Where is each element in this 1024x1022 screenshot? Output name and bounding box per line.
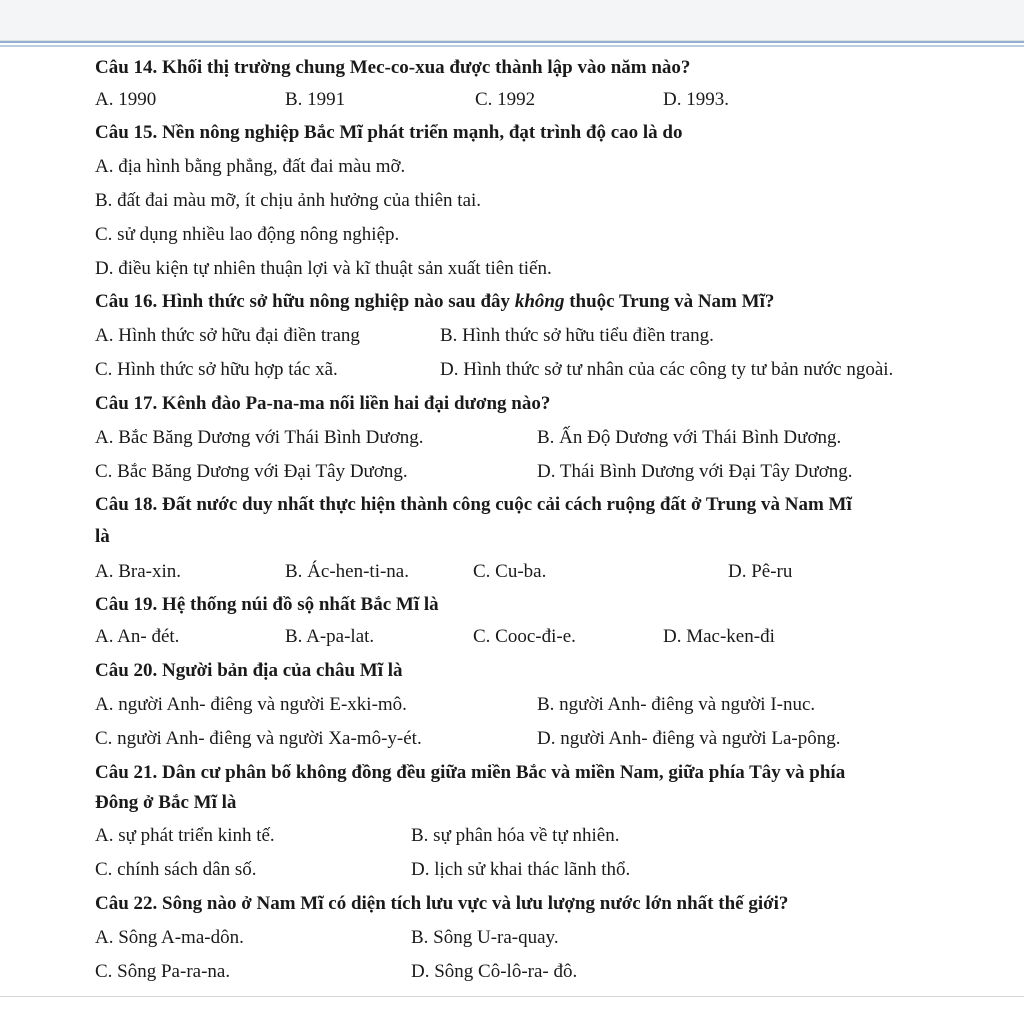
question-18-continued: là: [95, 526, 110, 547]
q21-option-a: A. sự phát triển kinh tế.: [95, 825, 275, 846]
q16-option-a: A. Hình thức sở hữu đại điền trang: [95, 325, 360, 346]
q15-option-c: C. sử dụng nhiều lao động nông nghiệp.: [95, 224, 400, 245]
q21-option-b: B. sự phân hóa về tự nhiên.: [411, 825, 620, 846]
q15-option-b: B. đất đai màu mỡ, ít chịu ảnh hưởng của thiên tai.: [95, 190, 482, 211]
question-22: Câu 22. Sông nào ở Nam Mĩ có diện tích lưu vực và lưu lượng nước lớn nhất thế giới?: [95, 893, 789, 914]
q16-text-before: Câu 16. Hình thức sở hữu nông nghiệp nào sau đây: [95, 291, 515, 312]
q14-option-a: A. 1990: [95, 89, 157, 110]
q22-option-b: B. Sông U-ra-quay.: [411, 927, 559, 948]
q16-option-b: B. Hình thức sở hữu tiểu điền trang.: [440, 325, 714, 346]
question-16: [95, 290, 774, 314]
q18-option-a: A. Bra-xin.: [95, 561, 182, 582]
q14-option-b: B. 1991: [285, 89, 346, 110]
q18-option-d: D. Pê-ru: [728, 561, 793, 582]
q19-option-b: B. A-pa-lat.: [285, 626, 375, 647]
q16-emphasis: không: [514, 291, 565, 312]
question-14: Câu 14. Khối thị trường chung Mec-co-xua được thành lập vào năm nào?: [95, 57, 691, 78]
q14-option-d: D. 1993.: [663, 89, 729, 110]
q15-option-d: D. điều kiện tự nhiên thuận lợi và kĩ thuật sản xuất tiên tiến.: [95, 258, 552, 279]
question-21: Câu 21. Dân cư phân bố không đồng đều giữa miền Bắc và miền Nam, giữa phía Tây và phía: [95, 762, 846, 783]
q22-option-c: C. Sông Pa-ra-na.: [95, 961, 231, 982]
q21-option-c: C. chính sách dân số.: [95, 859, 257, 880]
q22-option-a: A. Sông A-ma-dôn.: [95, 927, 244, 948]
q20-option-a: A. người Anh- điêng và người E-xki-mô.: [95, 694, 407, 715]
q16-option-c: C. Hình thức sở hữu hợp tác xã.: [95, 359, 338, 380]
q21-option-d: D. lịch sử khai thác lãnh thổ.: [411, 859, 631, 880]
question-20: Câu 20. Người bản địa của châu Mĩ là: [95, 660, 403, 681]
question-17: Câu 17. Kênh đào Pa-na-ma nối liền hai đại dương nào?: [95, 393, 551, 414]
q20-option-b: B. người Anh- điêng và người I-nuc.: [537, 694, 816, 715]
q22-option-d: D. Sông Cô-lô-ra- đô.: [411, 961, 578, 982]
q20-option-d: D. người Anh- điêng và người La-pông.: [537, 728, 841, 749]
q19-option-d: D. Mac-ken-đi: [663, 626, 775, 647]
q16-text-after: thuộc Trung và Nam Mĩ?: [564, 291, 775, 312]
q17-option-d: D. Thái Bình Dương với Đại Tây Dương.: [537, 461, 853, 482]
q17-option-b: B. Ấn Độ Dương với Thái Bình Dương.: [537, 427, 842, 448]
q15-option-a: A. địa hình bằng phẳng, đất đai màu mỡ.: [95, 156, 406, 177]
q16-option-d: D. Hình thức sở tư nhân của các công ty tư bản nước ngoài.: [440, 359, 894, 380]
question-15: Câu 15. Nền nông nghiệp Bắc Mĩ phát triển mạnh, đạt trình độ cao là do: [95, 122, 683, 143]
question-21-continued: Đông ở Bắc Mĩ là: [95, 792, 237, 813]
page-bottom-edge: [0, 996, 1024, 997]
q14-option-c: C. 1992: [475, 89, 536, 110]
q17-option-a: A. Bắc Băng Dương với Thái Bình Dương.: [95, 427, 424, 448]
q17-option-c: C. Bắc Băng Dương với Đại Tây Dương.: [95, 461, 408, 482]
q19-option-a: A. An- đét.: [95, 626, 180, 647]
q19-option-c: C. Cooc-đi-e.: [473, 626, 576, 647]
q18-option-b: B. Ác-hen-ti-na.: [285, 561, 409, 582]
question-19: Câu 19. Hệ thống núi đồ sộ nhất Bắc Mĩ là: [95, 594, 439, 615]
q18-option-c: C. Cu-ba.: [473, 561, 547, 582]
q20-option-c: C. người Anh- điêng và người Xa-mô-y-ét.: [95, 728, 422, 749]
question-18: Câu 18. Đất nước duy nhất thực hiện thành công cuộc cải cách ruộng đất ở Trung và Nam Mĩ: [95, 494, 852, 515]
